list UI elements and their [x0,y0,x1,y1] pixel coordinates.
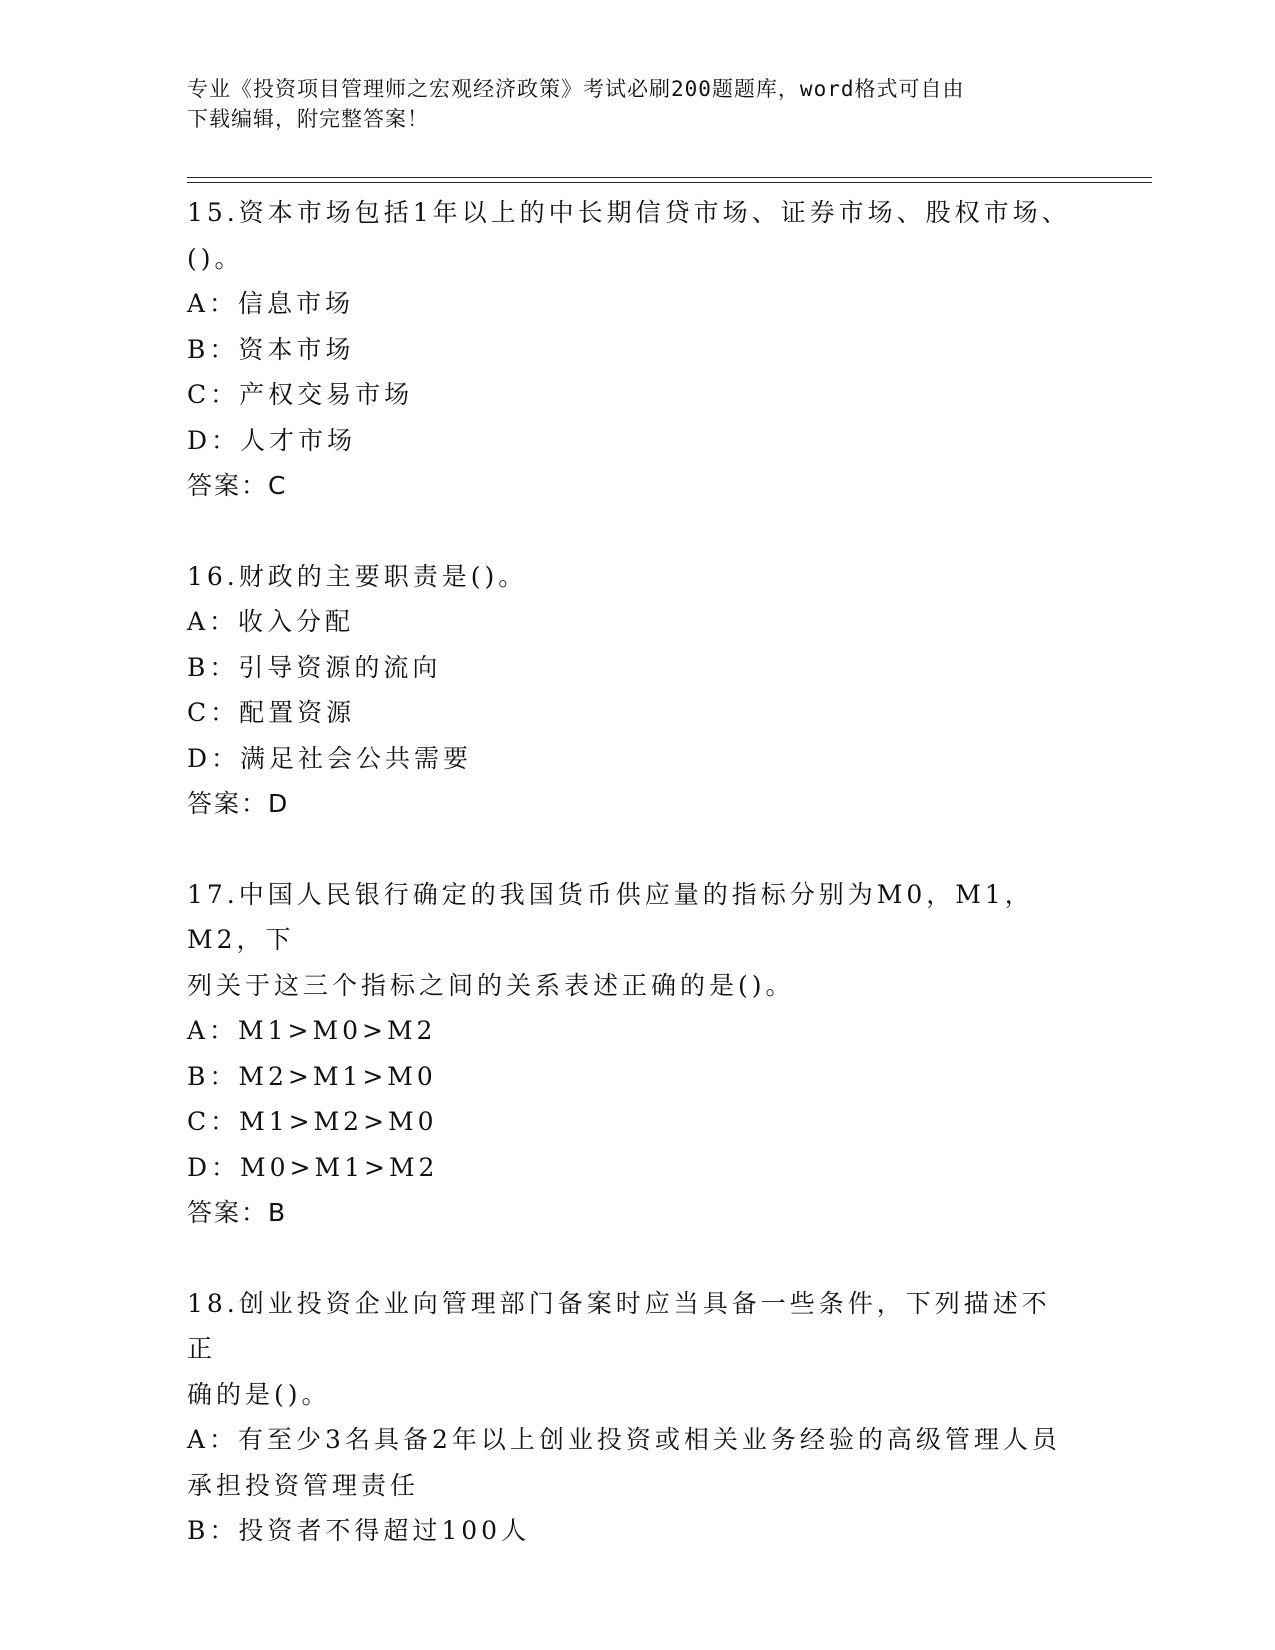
header-divider-bottom [187,182,1152,183]
question-15 [187,190,1077,509]
question-list [187,190,1077,1554]
option-d: D：M0>M1>M2 [187,1152,439,1182]
question-text-line: 列关于这三个指标之间的关系表述正确的是()。 [187,970,795,1000]
option-c: C：M1>M2>M0 [187,1107,438,1136]
option-b: B：投资者不得超过100人 [187,1516,531,1545]
option-a: A：有至少3名具备2年以上创业投资或相关业务经验的高级管理人员 [187,1425,1061,1454]
option-a: A：信息市场 [187,289,355,318]
header-line-1: 专业《投资项目管理师之宏观经济政策》考试必刷200题题库，word格式可自由 [187,77,965,101]
option-a-continued: 承担投资管理责任 [187,1470,420,1500]
question-18 [187,1281,1077,1554]
question-text-line: ()。 [187,243,244,273]
header-line-2: 下载编辑，附完整答案！ [187,107,429,131]
answer: 答案：B [187,1198,288,1227]
answer: 答案：C [187,471,288,500]
question-17 [187,872,1077,1236]
option-a: A：收入分配 [187,607,355,636]
question-text-line: 15.资本市场包括1年以上的中长期信贷市场、证券市场、股权市场、 [187,198,1071,227]
header-divider-top [187,177,1152,178]
document-header [187,74,1067,134]
option-d: D：人才市场 [187,425,357,455]
option-a: A：M1>M0>M2 [187,1016,437,1045]
option-b: B：M2>M1>M0 [187,1061,437,1091]
option-c: C：产权交易市场 [187,380,414,409]
question-text-line: 16.财政的主要职责是()。 [187,561,528,591]
option-b: B：资本市场 [187,334,355,364]
question-text-line: 17.中国人民银行确定的我国货币供应量的指标分别为M0，M1，M2，下 [187,879,1034,954]
answer: 答案：D [187,789,290,818]
question-text-line: 18.创业投资企业向管理部门备案时应当具备一些条件，下列描述不正 [187,1288,1051,1363]
question-text-line: 确的是()。 [187,1379,331,1409]
option-d: D：满足社会公共需要 [187,743,473,773]
option-b: B：引导资源的流向 [187,652,442,682]
question-16 [187,554,1077,827]
option-c: C：配置资源 [187,698,356,727]
